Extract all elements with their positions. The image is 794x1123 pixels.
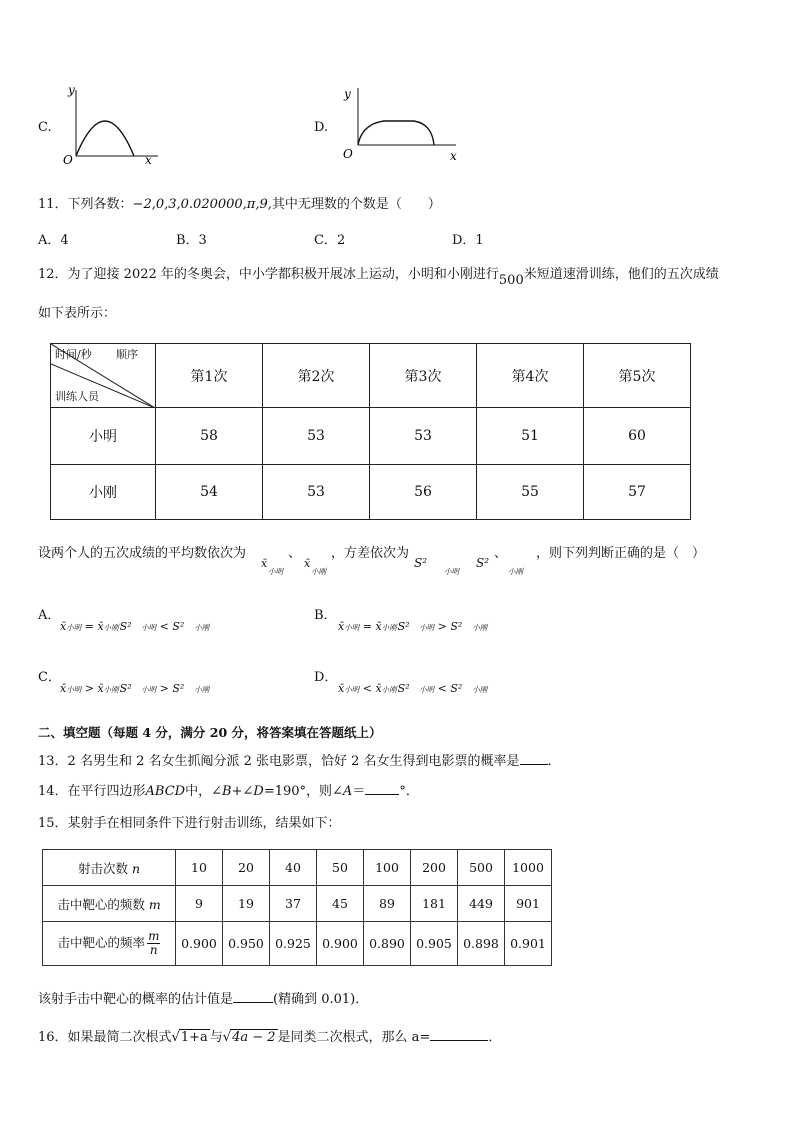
q16	[38, 1026, 501, 1045]
q12-corner-person: 训练人员	[55, 390, 99, 403]
section-heading: 二、填空题（每题 4 分，满分 20 分，将答案填在答题纸上）	[38, 725, 382, 740]
q12-sep-1: 、	[288, 546, 302, 561]
q12-header-1: 第1次	[156, 344, 263, 408]
sym-xbar: x̄	[97, 620, 104, 633]
sym-xbar: x̄	[60, 682, 67, 695]
q15-after-a: 该射手击中靶心的概率的估计值是	[38, 992, 234, 1007]
q11-option-d: D．1	[452, 233, 484, 248]
q10-c-axis-y: y	[68, 83, 75, 97]
q12-s2-sub-gang: 小刚	[508, 567, 523, 576]
q12-cell: 56	[370, 465, 477, 520]
q14	[38, 780, 419, 799]
q15-cell: 0.900	[176, 922, 223, 966]
q12-stem-b: 米短道速滑训练，他们的五次成绩	[523, 267, 719, 282]
sym-xbar: x̄	[375, 620, 382, 633]
q14-abcd: ABCD	[145, 784, 186, 799]
q14-c: +∠	[231, 784, 254, 799]
q12-cell: 60	[584, 408, 691, 465]
q12-cell: 53	[263, 408, 370, 465]
q15-cell: 200	[411, 850, 458, 886]
q15-row-hits	[43, 886, 552, 922]
q16-radicand-1: 1+a	[180, 1030, 208, 1045]
sym-sub: 小明	[66, 623, 82, 632]
q16-answer-blank	[430, 1027, 488, 1041]
q12-cell: 57	[584, 465, 691, 520]
sym-sub: 小刚	[103, 623, 119, 632]
sym-sub: 小明	[141, 623, 157, 632]
q12-header-5: 第5次	[584, 344, 691, 408]
q12-line-c: ，则下列判断正确的是（ ）	[536, 546, 706, 561]
q12-option-a-label: A．	[38, 608, 61, 623]
q15-cell: 9	[176, 886, 223, 922]
q15-label-text: 射击次数	[77, 860, 128, 876]
q15-cell: 0.898	[458, 922, 505, 966]
sym-rel: >	[84, 682, 94, 695]
sym-rel: <	[362, 682, 372, 695]
q12-line-b: ，方差依次为	[331, 546, 410, 561]
q12-s2-gang: S²	[476, 556, 490, 570]
q12-stem-a: 12．为了迎接 2022 年的冬奥会，中小学都积极开展冰上运动，小明和小刚进行	[38, 267, 499, 282]
sym-sub: 小明	[344, 685, 360, 694]
q11-stem	[38, 193, 441, 212]
q15-cell: 0.901	[505, 922, 552, 966]
q14-angle-b: B	[222, 784, 232, 799]
sym-s2: S²	[450, 682, 463, 695]
q12-sub-gang: 小刚	[311, 567, 326, 576]
q11-numbers: −2,0,3,0.020000,π,9,	[132, 197, 272, 212]
q15-cell: 45	[317, 886, 364, 922]
q12-cell: 53	[370, 408, 477, 465]
sym-s2: S²	[397, 682, 410, 695]
q15-cell: 0.900	[317, 922, 364, 966]
q12-header-3: 第3次	[370, 344, 477, 408]
q12-cell: 58	[156, 408, 263, 465]
q11-option-b: B．3	[176, 233, 207, 248]
sym-s2: S²	[397, 620, 410, 633]
q12-row-name: 小刚	[51, 465, 156, 520]
q12-row-xiaoming	[51, 408, 691, 465]
q15-cell: 100	[364, 850, 411, 886]
sym-sub: 小刚	[381, 685, 397, 694]
sym-s2: S²	[119, 620, 132, 633]
q15-cell: 0.950	[223, 922, 270, 966]
q10-option-c-label: C.	[38, 120, 52, 135]
sym-sub: 小明	[419, 623, 435, 632]
q15-row-label	[43, 922, 176, 966]
q15-cell: 181	[411, 886, 458, 922]
q15-cell: 0.890	[364, 922, 411, 966]
q12-corner-time: 时间/秒	[55, 348, 92, 361]
q10-d-axis-x: x	[450, 149, 457, 163]
sym-sub: 小明	[141, 685, 157, 694]
q11-stem-suffix: 其中无理数的个数是（ ）	[271, 197, 441, 212]
q12-xbar-gang: x̄	[304, 557, 311, 570]
q12-option-b-formula	[338, 620, 487, 633]
q13	[38, 750, 561, 769]
q15-row-counts	[43, 850, 552, 886]
q15-cell: 10	[176, 850, 223, 886]
q15-answer-blank	[233, 989, 273, 1003]
q14-b: 中，∠	[185, 784, 223, 799]
sym-xbar: x̄	[375, 682, 382, 695]
q10-c-axis-x: x	[145, 153, 152, 167]
q12-cell: 55	[477, 465, 584, 520]
sym-sub: 小明	[419, 685, 435, 694]
q15-after-b: (精确到 0.01)．	[273, 992, 369, 1007]
q15-cell: 37	[270, 886, 317, 922]
q15-label-text: 击中靶心的频数	[57, 896, 145, 912]
q15-var-n: n	[131, 860, 141, 876]
q10-c-origin: O	[63, 153, 73, 167]
q12-option-d-label: D．	[314, 670, 338, 685]
sym-s2: S²	[119, 682, 132, 695]
q12-sep-2: 、	[494, 546, 508, 561]
q16-radicand-2: 4a − 2	[232, 1030, 276, 1045]
q11-stem-prefix: 11．下列各数：	[38, 197, 133, 212]
q12-option-d-formula	[338, 682, 487, 695]
q15-cell: 500	[458, 850, 505, 886]
sym-xbar: x̄	[338, 682, 345, 695]
q14-answer-blank	[365, 781, 399, 795]
sym-sub: 小刚	[472, 685, 488, 694]
q15-cell: 89	[364, 886, 411, 922]
q15-cell: 449	[458, 886, 505, 922]
sqrt-icon: √	[171, 1030, 180, 1045]
q15-row-label	[43, 886, 176, 922]
sym-s2: S²	[172, 620, 185, 633]
q14-angle-a: A	[342, 784, 353, 799]
q12-option-b-label: B．	[314, 608, 337, 623]
q12-cell: 51	[477, 408, 584, 465]
q15-fraction	[147, 930, 160, 957]
q12-option-c-formula	[60, 682, 209, 695]
q10-d-axis-y: y	[344, 87, 351, 101]
q11-option-a: A．4	[38, 233, 69, 248]
q15-row-freq	[43, 922, 552, 966]
q15-row-label	[43, 850, 176, 886]
sym-sub: 小明	[66, 685, 82, 694]
q12-sub-ming: 小明	[268, 567, 283, 576]
q15-cell: 20	[223, 850, 270, 886]
q14-a: 14．在平行四边形	[38, 784, 146, 799]
sym-rel: >	[159, 682, 169, 695]
q10-d-origin: O	[343, 147, 353, 161]
sqrt-icon: √	[222, 1030, 232, 1045]
sym-xbar: x̄	[338, 620, 345, 633]
q14-d: =190°，则∠	[263, 784, 343, 799]
sym-sub: 小明	[344, 623, 360, 632]
q12-header-4: 第4次	[477, 344, 584, 408]
q15-cell: 1000	[505, 850, 552, 886]
q13-end: ．	[547, 754, 561, 769]
q12-row-name: 小明	[51, 408, 156, 465]
sym-rel: <	[159, 620, 169, 633]
q13-answer-blank	[520, 751, 548, 765]
q14-f: °．	[399, 784, 419, 799]
q14-angle-d: D	[253, 784, 264, 799]
sym-sub: 小刚	[472, 623, 488, 632]
sym-sub: 小刚	[381, 623, 397, 632]
q16-c: 是同类二次根式，那么 a=	[277, 1030, 431, 1045]
q12-cell: 54	[156, 465, 263, 520]
sym-xbar: x̄	[97, 682, 104, 695]
q15-cell: 50	[317, 850, 364, 886]
q12-xbar-ming: x̄	[261, 557, 268, 570]
q16-a: 16．如果最简二次根式	[38, 1030, 172, 1045]
q10-graph-d	[340, 84, 470, 164]
q12-cell: 53	[263, 465, 370, 520]
q15-cell: 0.905	[411, 922, 458, 966]
q12-option-c-label: C．	[38, 670, 61, 685]
sym-xbar: x̄	[60, 620, 67, 633]
sym-rel: <	[437, 682, 447, 695]
q15-cell: 901	[505, 886, 552, 922]
q15-cell: 19	[223, 886, 270, 922]
sym-s2: S²	[172, 682, 185, 695]
q15-stem: 15．某射手在相同条件下进行射击训练，结果如下：	[38, 816, 341, 831]
q13-text: 13．2 名男生和 2 名女生抓阄分派 2 张电影票，恰好 2 名女生得到电影票的概率是	[38, 754, 520, 769]
q12-table	[50, 343, 691, 520]
sym-sub: 小刚	[194, 623, 210, 632]
q10-option-d-label: D.	[314, 120, 329, 135]
sym-rel: =	[84, 620, 94, 633]
q12-row-xiaogang	[51, 465, 691, 520]
sym-rel: >	[437, 620, 447, 633]
q15-frac-num: m	[148, 929, 160, 943]
q12-table-corner	[51, 344, 156, 408]
q15-cell: 0.925	[270, 922, 317, 966]
q15-cell: 40	[270, 850, 317, 886]
sym-sub: 小刚	[103, 685, 119, 694]
q15-after	[38, 988, 368, 1007]
q10-graph-c	[60, 82, 170, 168]
q15-label-text: 击中靶心的频率	[57, 935, 146, 950]
q12-option-a-formula	[60, 620, 209, 633]
q12-stem	[38, 263, 719, 288]
q12-distance: 500	[498, 273, 524, 288]
q11-option-c: C．2	[314, 233, 346, 248]
q16-b: 与	[209, 1030, 223, 1045]
q12-stem-c: 如下表所示：	[38, 306, 117, 321]
q14-e: ＝	[352, 784, 366, 799]
q15-table	[42, 849, 552, 966]
sym-s2: S²	[450, 620, 463, 633]
q12-s2-ming: S²	[414, 556, 428, 570]
q15-frac-den: n	[149, 943, 158, 957]
q16-d: ．	[488, 1030, 502, 1045]
q12-header-2: 第2次	[263, 344, 370, 408]
sym-rel: =	[362, 620, 372, 633]
sym-sub: 小刚	[194, 685, 210, 694]
q12-s2-sub-ming: 小明	[444, 567, 459, 576]
q15-var-m: m	[148, 896, 161, 912]
q12-line-a: 设两个人的五次成绩的平均数依次为	[38, 546, 247, 561]
q12-corner-order: 顺序	[116, 348, 138, 361]
